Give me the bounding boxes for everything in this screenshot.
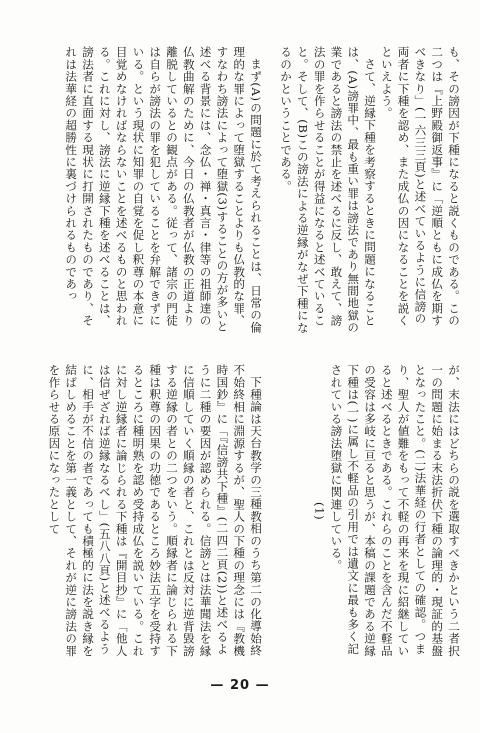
text-block-lower-right <box>272 364 462 658</box>
text-block-upper-right <box>26 364 264 658</box>
page-number: — 20 — <box>210 678 270 693</box>
paragraph: さて、逆縁下種を考察するときに問題になることは、(A)謗罪中、最も重い罪は謗法であり無間地獄の業であると謗法の禁止を述べるに反し、敢えて、謗法の罪を作らせることが得益になると述べていること。そして、(B)この謗法による逆縁がなぜ下種になるのかということである。 <box>279 46 378 334</box>
text-block-lower-left <box>26 46 264 334</box>
paragraph: が、末法にはどちらの説を選取すべきかという二者択一の問題に始まる末法折伏下種の論理的・現証的基盤となったこと。(二)法華経の行者としての確認。つまり、聖人が値難をもって不軽の再来を現に紹継していると述べるときである。これらのことを含んだ不軽品の受容は多岐に亘ると思うが、本稿の課題である逆縁下種は(一)に属し不軽品の引用では遺文に最も多く記されている謗法堕獄に関連している。 <box>329 364 461 657</box>
paragraph: も、その謗因が下種になると説くものである。この二つは『上野殿御返事』に「逆順ともに成仏を期すべきなり」(一六三三頁)と述べているように信謗の両者に下種を認め、また成仏の因になることを説くといえよう。 <box>379 46 461 327</box>
paragraph: まず(A)の問題に於て考えられることは、日常の倫理的な罪によって堕獄することよりも仏教的な罪、すなわち謗法によって堕獄(3)することの方が多いと述べる背景には、念仏・禅・真言・律等の祖師達の仏教曲解のために、今日の仏教者が仏教の正道より離脱しているとの観点がある。従って、諸宗の門徒は自らが謗法の罪を犯していることを弁解できずにいる。という現状に知罪の自覚を促し釈尊の本意に目覚めなければならないことを述べるものと思われる。これに対し、謗法に逆縁下種を述べることは、謗法者に直面する現状に打開されたものであり、それは法華経の超勝性に裏づけられるものであっ <box>64 46 263 334</box>
paragraph: 下種論は天台教学の三種教相のうち第二の化導始終不始終相に淵源するが、聖人の下種の理念には『教機時国鈔』に「『信謗共下種』(二四二頁(2))と述べるように二種の要因が認められる。信謗とは法華聞法を縁に信順していく順縁の者と、これとは反対に逆背毀謗する逆縁の者との二つをいう。順縁者に論じられる下種は釈尊の因果の功徳であるところ妙法五字を受持するところに種明熟を認め受持成仏を説いている。これに対し逆縁者に論じられる下種は『開目抄』に「他人は信ぜざれば逆縁なるべし」(五八八頁)と述べるように、相手が不信の者であっても積極的に法を説き縁を結ばしめることを第一義として、それが逆に謗法の罪を作らせる原因になったとして <box>47 364 263 657</box>
text-block-upper-left <box>272 46 462 334</box>
note-reference: (1) <box>312 501 327 521</box>
